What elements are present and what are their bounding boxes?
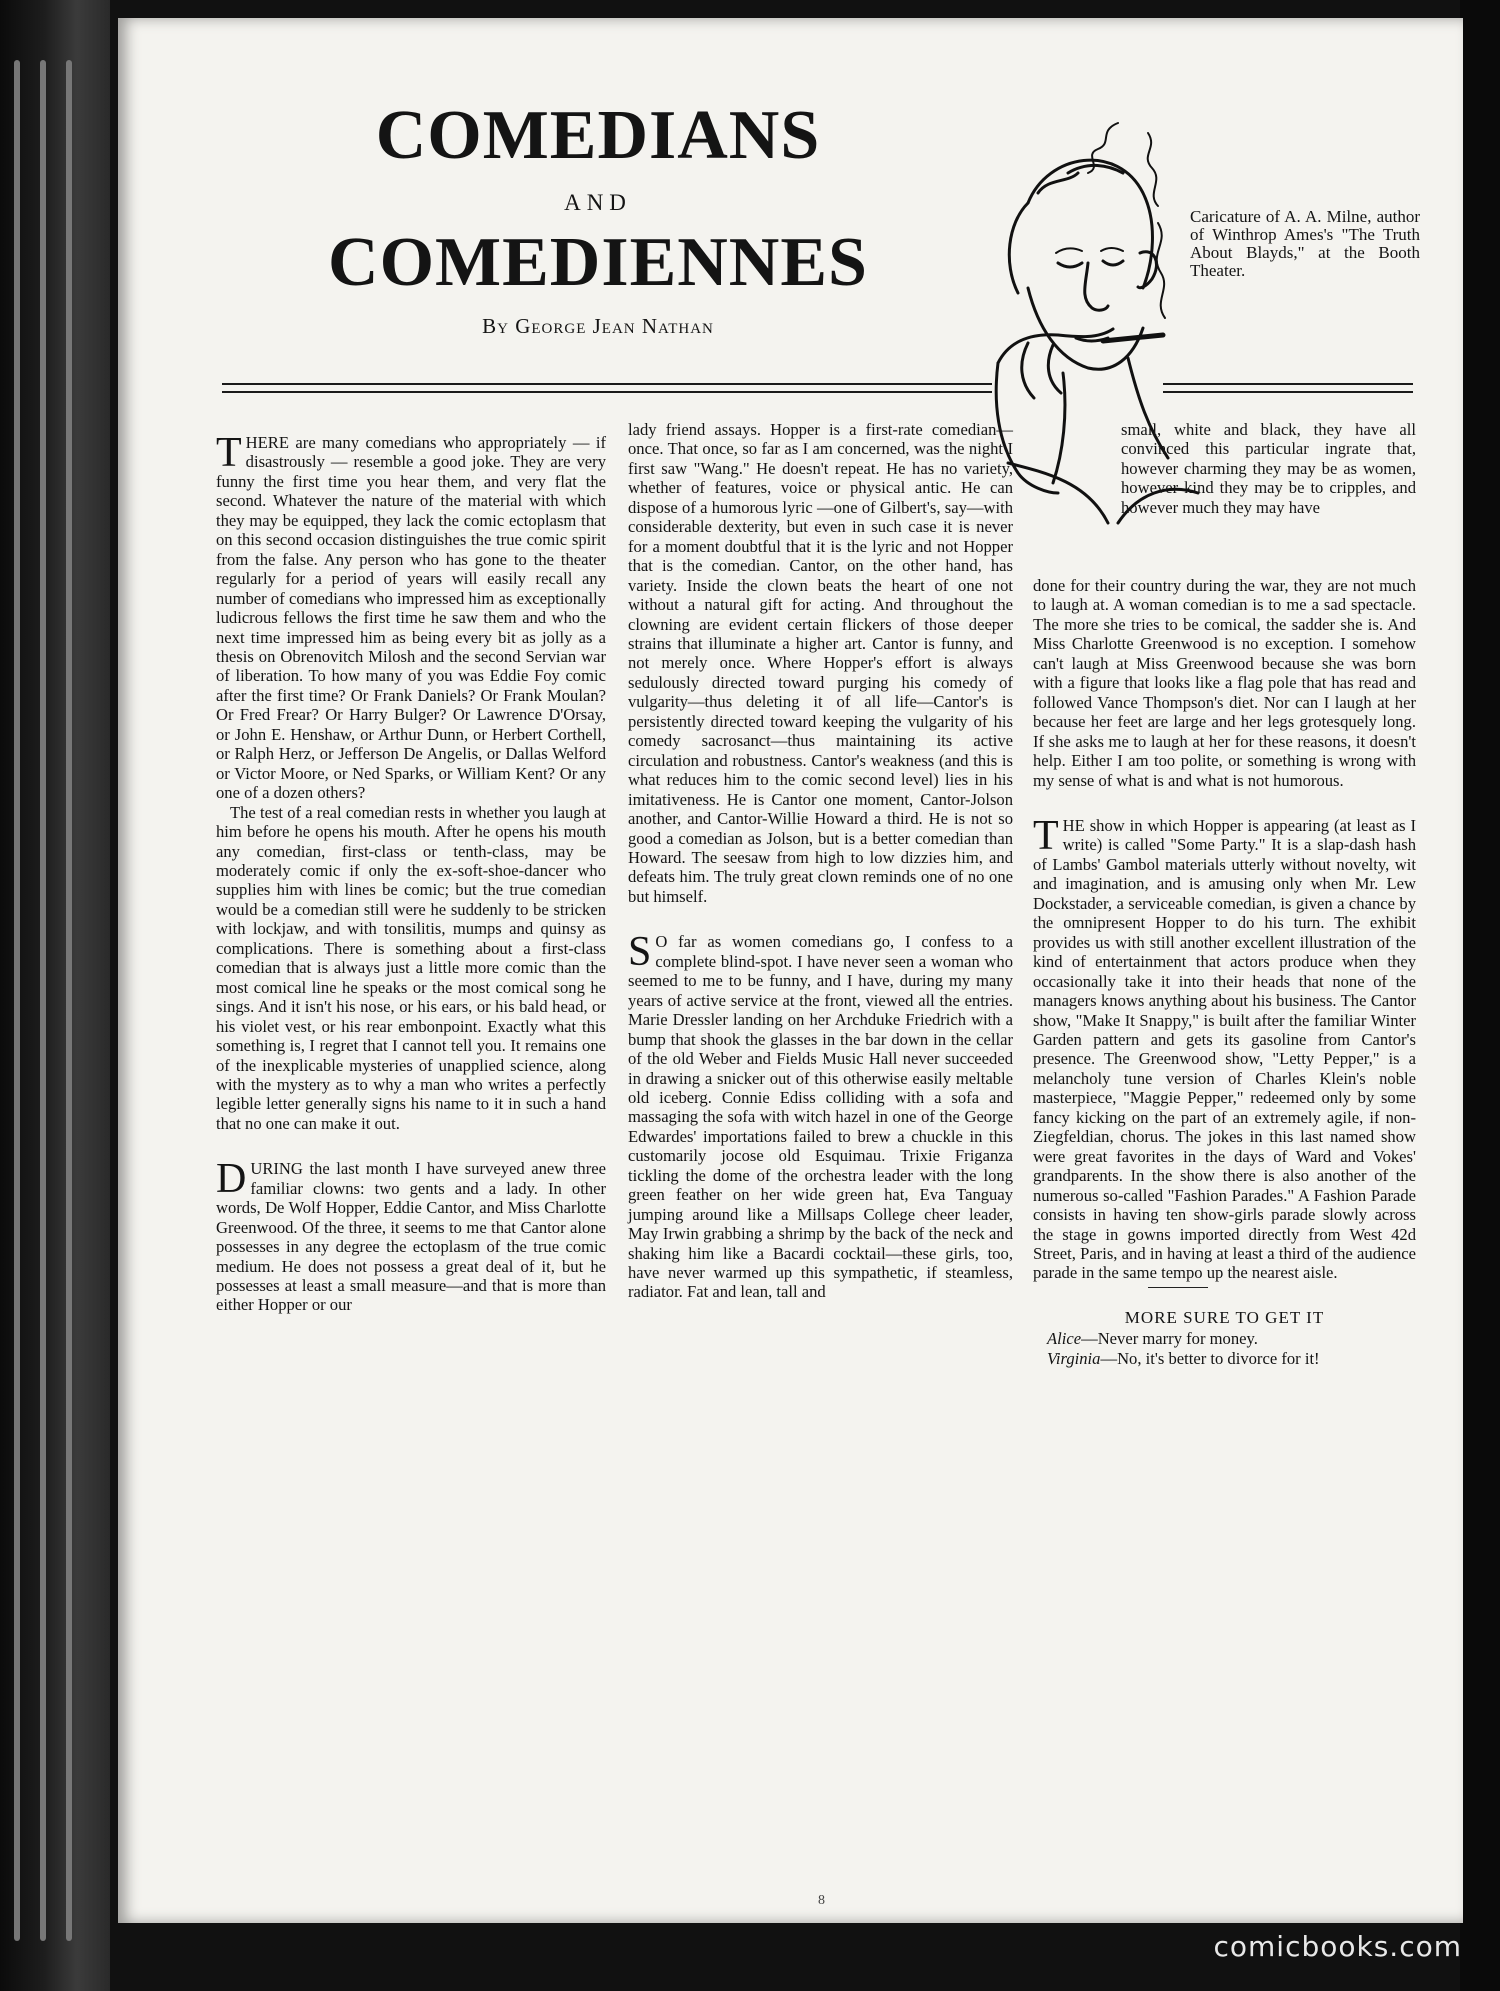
paragraph — [1033, 812, 1416, 1283]
article-column-3-top — [1121, 420, 1416, 517]
byline: By George Jean Nathan — [482, 314, 714, 338]
binding-edge — [66, 60, 72, 1941]
filler-title: MORE SURE TO GET IT — [1124, 1307, 1325, 1327]
paragraph — [628, 929, 1013, 1302]
page-shadow — [1460, 0, 1500, 1991]
paragraph: The test of a real comedian rests in whether you laugh at him before he opens his mouth. After he opens his mouth any comedian, first-class or tenth-class, may be moderately comic if only the ex-soft-shoe-dancer who supplies him with lines be comic; but the true comedian would be a comedian still were he suddenly to be stricken with lockjaw, and with tonsilitis, mumps and quinsy as complications. There is something about a first-class comedian that is always just a little more comic than the most comical line he speaks or the most comical song he sings. And it isn't his nose, or his ears, or his bald head, or his violet vest, or his rear embonpoint. Exactly what this something is, I regret that I cannot tell you. It remains one of the inexplicable mysteries of unapplied science, along with the mystery as to why a man who writes a perfectly legible letter generally signs his name to it in such a hand that no one can make it out. — [216, 802, 606, 1133]
drop-cap: S — [628, 929, 652, 976]
binding-edge — [40, 60, 46, 1941]
headline-comediennes: COMEDIENNES — [328, 224, 868, 301]
paragraph-text: URING the last month I have surveyed anew three familiar clowns: two gents and a lady. In other words, De Wolf Hopper, Eddie Cantor, and Miss Charlotte Greenwood. Of the three, it seems to me that Cantor alone possesses in any degree the ectoplasm of the true comic medium. He does not possess a great deal of it, but he possesses at least a small measure—and that is more than either Hopper or our — [216, 1159, 606, 1315]
paragraph — [216, 1156, 606, 1315]
drop-cap: T — [1033, 812, 1059, 859]
dialogue-text: —No, it's better to divorce for it! — [1100, 1348, 1320, 1368]
headline-and: AND — [564, 190, 632, 215]
magazine-page — [118, 18, 1463, 1923]
double-rule — [222, 383, 992, 393]
paragraph: small, white and black, they have all convinced this particular ingrate that, however charming they may be as women, however kind they may be to cripples, and however much they may have — [1121, 420, 1416, 517]
headline-comedians: COMEDIANS — [375, 97, 821, 174]
watermark: comicbooks.com — [1213, 1930, 1462, 1963]
speaker-name: Virginia — [1047, 1348, 1101, 1368]
drop-cap: T — [216, 430, 242, 476]
dialogue-line — [1033, 1329, 1416, 1348]
article-column-3 — [1033, 576, 1416, 1368]
article-column-1 — [216, 430, 606, 1315]
speaker-name: Alice — [1047, 1329, 1082, 1349]
paragraph-text: O far as women comedians go, I confess to a complete blind-spot. I have never seen a woman who seemed to me to be funny, and I have, during my many years of active service at the front, viewed all the entries. Marie Dressler landing on her Archduke Friedrich with a bump that shook the glasses in the bar down in the cellar of the old Weber and Fields Music Hall never succeeded in drawing a snicker out of this otherwise easily meltable old iceberg. Connie Ediss colliding with a sofa and massaging the sofa with witch hazel in one of the George Edwardes' importations failed to brew a chuckle in this customarily jocose old Esquimau. Trixie Friganza tickling the dome of the orchestra leader with the long green feather on her wide green hat, Eva Tanguay jumping around like a Millsaps College cheer leader, May Irwin grabbing a shrimp by the back of the neck and shaking him like a Bacardi cocktail—these girls, too, have never warmed up this sympathetic, if steamless, radiator. Fat and lean, tall and — [628, 932, 1013, 1302]
drop-cap: D — [216, 1156, 247, 1203]
paragraph: done for their country during the war, they are not much to laugh at. A woman comedian is to me a sad spectacle. The more she tries to be comical, the sadder she is. And Miss Charlotte Greenwood is no exception. I somehow can't laugh at Miss Greenwood because she was born with a figure that looks like a flag pole that has read and followed Vance Thompson's diet. Nor can I laugh at her because her feet are large and her legs grotesquely long. If she asks me to laugh at her for these reasons, it doesn't help. Either I am too polite, or something is wrong with my sense of what is and what is not humorous. — [1033, 576, 1416, 790]
dialogue-line — [1033, 1349, 1416, 1368]
article-column-2 — [628, 420, 1013, 1302]
binding-edge — [14, 60, 20, 1941]
illustration-caption: Caricature of A. A. Milne, author of Winthrop Ames's "The Truth About Blayds," at the Booth Theater. — [1190, 207, 1420, 280]
double-rule — [1163, 383, 1413, 393]
filler-rule — [1148, 1287, 1208, 1288]
book-binding — [0, 0, 110, 1991]
page-number: 8 — [818, 1893, 825, 1908]
paragraph — [216, 430, 606, 803]
paragraph: lady friend assays. Hopper is a first-rate comedian—once. That once, so far as I am concerned, was the night I first saw "Wang." He doesn't repeat. He has no variety, whether of features, voice or physical antic. He can dispose of a humorous lyric —one of Gilbert's, say—with considerable dexterity, but even in such case it is never for a moment doubtful that it is the lyric and not Hopper that is the comedian. Cantor, on the other hand, has variety. Inside the clown beats the heart of one not without a natural gift for acting. And throughout the clowning are evident certain flickers of those deeper strains that illuminate a higher art. Cantor is funny, and not merely once. Where Hopper's effort is always sedulously directed toward purging his comedy of vulgarity—thus deleting it of all life—Cantor's is persistently directed toward keeping the vulgarity of his comedy sacrosanct—thus maintaining its active circulation and robustness. Cantor's weakness (and this is what reduces him to the comic second level) lies in his imitativeness. He is Cantor one moment, Cantor-Jolson another, and Cantor-Willie Howard a third. He is not so good a comedian as Jolson, but is a better comedian than Howard. The seesaw from high to low dizzies him, and defeats him. The truly great clown reminds one of no one but himself. — [628, 420, 1013, 906]
paragraph-text: HERE are many comedians who appropriately — if disastrously — resemble a good joke. They are very funny the first time you hear them, and very flat the second. Whatever the nature of the material with which they may be equipped, they lack the comic ectoplasm that on this second occasion distinguishes the true comic spirit from the false. Any person who has gone to the theater regularly for a period of years will easily recall any number of comedians who impressed him as exceptionally ludicrous fellows the first time he saw them and who the next time impressed him as being every bit as jolly as a thesis on Obrenovitch Milosh and the second Servian war of liberation. To how many of you was Eddie Foy comic after the first time? Or Frank Daniels? Or Frank Moulan? Or Fred Frear? Or Harry Bulger? Or Lawrence D'Orsay, or John E. Henshaw, or Arthur Dunn, or Herbert Corthell, or Ralph Herz, or Jefferson De Angelis, or Dallas Welford or Victor Moore, or Ned Sparks, or William Kent? Or any one of a dozen others? — [216, 433, 606, 803]
paragraph-text: HE show in which Hopper is appearing (at least as I write) is called "Some Party." It is a slap-dash hash of Lambs' Gambol materials utterly without novelty, wit and imagination, and is amusing only when Mr. Lew Dockstader, a serviceable comedian, is given a chance by the omnipresent Hopper to do his turn. The exhibit provides us with still another excellent illustration of the kind of entertainment that actors produce when they occasionally take it into their heads that none of the managers knows anything about his business. The Cantor show, "Make It Snappy," is built after the familiar Winter Garden pattern and gets its gasoline from Cantor's presence. The Greenwood show, "Letty Pepper," is a melancholy tune version of Charles Klein's noble masterpiece, "Maggie Pepper," redeemed only by some fancy kicking on the part of an extremely agile, if non-Ziegfeldian, chorus. The jokes in this last named show were great favorites in the days of Ward and Vokes' grandparents. In the show there is also another of the numerous so-called "Fashion Parades." A Fashion Parade consists in having ten show-girls parade slowly across the stage in gowns imported directly from West 42d Street, Paris, and in having at least a third of the audience parade in the same tempo up the nearest aisle. — [1033, 815, 1416, 1283]
dialogue-text: —Never marry for money. — [1081, 1329, 1258, 1349]
